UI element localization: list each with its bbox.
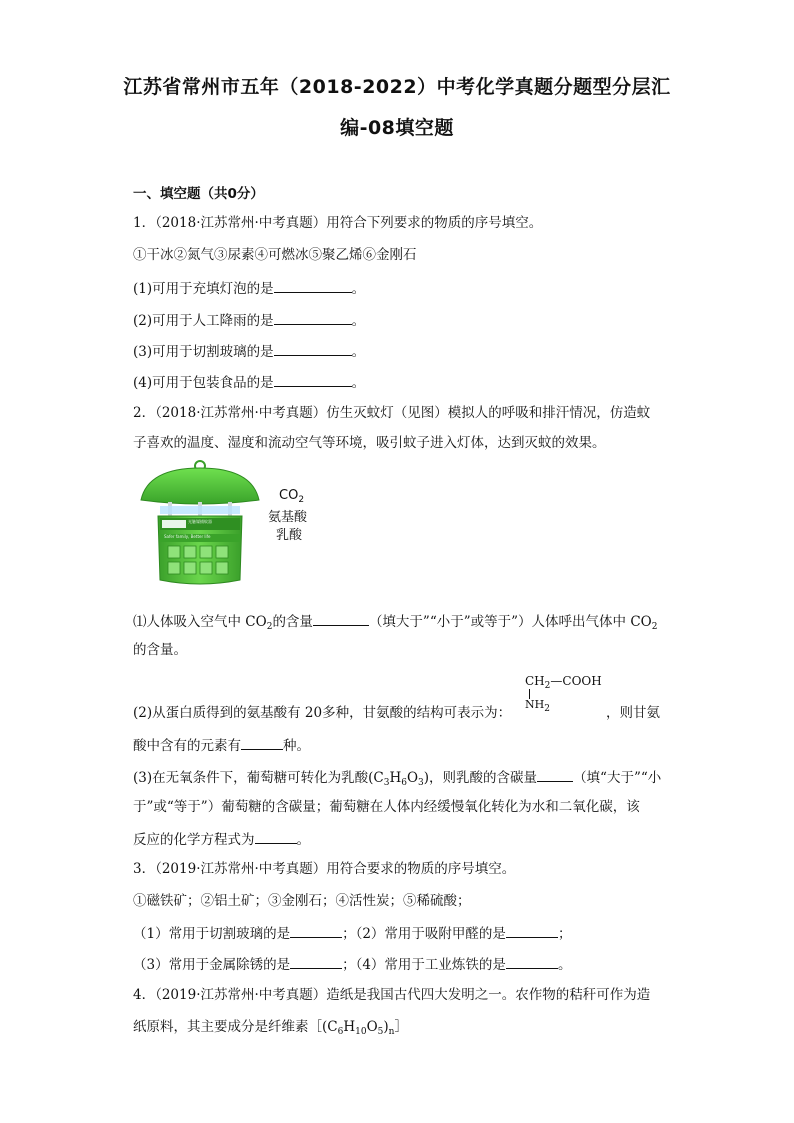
section-heading: 一、填空题（共0分） xyxy=(133,186,264,202)
q2-p2-end: 种。 xyxy=(283,738,310,754)
q3-blank-1[interactable] xyxy=(290,923,342,938)
q1-s3-text: (3)可用于切割玻璃的是 xyxy=(133,344,274,360)
q3-blank-2[interactable] xyxy=(506,923,558,938)
q2-part-3-line-2: 于”或“等于”）葡萄糖的含碳量；葡萄糖在人体内经缓慢氧化转化为水和二氧化碳，该 xyxy=(133,799,640,815)
glycine-ch: CH xyxy=(525,674,545,688)
q3-options: ①磁铁矿；②铝土矿；③金刚石；④活性炭；⑤稀硫酸； xyxy=(133,893,471,909)
lactic-h: H xyxy=(389,770,402,786)
q1-s4-blank[interactable] xyxy=(274,372,352,387)
q3-blank-3[interactable] xyxy=(290,954,342,969)
q2-p3-text-c: （填“大于”“小 xyxy=(573,770,662,786)
q4-text-b: ］ xyxy=(394,1019,408,1035)
figure-label-co2-text: CO xyxy=(279,488,299,503)
mosquito-lamp-figure xyxy=(138,460,263,590)
q2-p3-blank-1[interactable] xyxy=(537,767,573,782)
figure-label-co2-sub: 2 xyxy=(298,495,305,505)
glycine-nh-sub: 2 xyxy=(544,704,550,714)
lamp-tagline: Safer family, Better life xyxy=(164,534,211,539)
q3-r1-end: ； xyxy=(557,926,572,942)
q1-s2-text: (2)可用于人工降雨的是 xyxy=(133,313,274,329)
q3-r1-text-a: （1）常用于切割玻璃的是 xyxy=(133,926,291,942)
q1-options: ①干冰②氮气③尿素④可燃冰⑤聚乙烯⑥金刚石 xyxy=(133,247,417,263)
q3-r2-text-b: ；（4）常用于工业炼铁的是 xyxy=(342,957,506,973)
q4-stem-line-2 xyxy=(133,1018,408,1041)
cellulose-o: O xyxy=(366,1019,378,1035)
figure-label-lactic-acid: 乳酸 xyxy=(276,528,303,543)
q1-s1-text: (1)可用于充填灯泡的是 xyxy=(133,281,274,297)
q1-s1-end: 。 xyxy=(351,281,366,297)
q2-p3-blank-2[interactable] xyxy=(255,829,297,844)
glycine-structure-bottom xyxy=(525,698,550,714)
q1-s2-blank[interactable] xyxy=(274,310,352,325)
q2-stem-line-2: 子喜欢的温度、湿度和流动空气等环境，吸引蚊子进入灯体，达到灭蚊的效果。 xyxy=(133,435,606,451)
q2-p1-text-b: 的含量 xyxy=(272,614,313,630)
q2-p1-co2-sub-a: 2 xyxy=(266,622,273,632)
lactic-c-sub: 3 xyxy=(383,778,390,788)
q3-r2-text-a: （3）常用于金属除锈的是 xyxy=(133,957,291,973)
q2-p3-text-e: 反应的化学方程式为 xyxy=(133,832,255,848)
q1-s2-end: 。 xyxy=(351,313,366,329)
q3-stem: 3．（2019·江苏常州·中考真题）用符合要求的物质的序号填空。 xyxy=(133,861,516,877)
lactic-h-sub: 6 xyxy=(401,778,407,788)
q3-row-2 xyxy=(133,954,571,974)
glycine-nh: NH xyxy=(525,698,545,711)
q3-row-1 xyxy=(133,923,571,943)
q2-stem-line-1: 2．（2018·江苏常州·中考真题）仿生灭蚊灯（见图）模拟人的呼吸和排汗情况，仿造蚊 xyxy=(133,405,651,421)
glycine-ch-sub: 2 xyxy=(544,681,551,691)
q1-s3-end: 。 xyxy=(351,344,366,360)
q1-subquestion-4 xyxy=(133,372,365,392)
q2-p2-text: 酸中含有的元素有 xyxy=(133,738,241,754)
cellulose-h-sub: 10 xyxy=(355,1027,367,1037)
q3-r2-end: 。 xyxy=(557,957,572,973)
q2-part-2-line-1: (2)从蛋白质得到的氨基酸有 20多种，甘氨酸的结构可表示为： xyxy=(133,705,512,721)
cellulose-paren: ) xyxy=(383,1019,389,1035)
q2-part-2-line-2 xyxy=(133,735,310,755)
q2-part-3-line-1 xyxy=(133,767,661,792)
glycine-structure-top xyxy=(525,674,602,691)
figure-label-amino-acid: 氨基酸 xyxy=(268,510,308,525)
q2-p1-blank[interactable] xyxy=(313,611,369,626)
glycine-cooh: —COOH xyxy=(550,674,602,688)
q2-part-1-line-2: 的含量。 xyxy=(133,642,187,658)
q2-p3-text-b: )，则乳酸的含碳量 xyxy=(423,770,538,786)
document-title-line-1: 江苏省常州市五年（2018-2022）中考化学真题分题型分层汇 xyxy=(123,76,671,98)
q2-part-2-line-1-end: ，则甘氨 xyxy=(606,705,660,721)
cellulose-h: H xyxy=(343,1019,356,1035)
q2-p1-text-c: （填大于”“小于”或等于”）人体呼出气体中 CO xyxy=(368,614,652,630)
q1-s3-blank[interactable] xyxy=(274,341,352,356)
cellulose-o-sub: 5 xyxy=(377,1027,384,1037)
lactic-o-sub: 3 xyxy=(418,778,424,788)
cellulose-n-sub: n xyxy=(388,1027,395,1037)
document-title-line-2: 编-08填空题 xyxy=(340,117,454,139)
mosquito-lamp-illustration xyxy=(138,460,263,590)
figure-label-co2 xyxy=(279,488,304,505)
q2-part-3-line-3 xyxy=(133,829,310,849)
q2-p1-co2-sub-c: 2 xyxy=(651,622,658,632)
q3-r1-text-b: ；（2）常用于吸附甲醛的是 xyxy=(342,926,506,942)
q1-s4-end: 。 xyxy=(351,375,366,391)
q1-subquestion-1 xyxy=(133,278,365,298)
q2-p3-text-a: (3)在无氧条件下，葡萄糖可转化为乳酸(C xyxy=(133,770,384,786)
q2-part-1-line-1 xyxy=(133,611,657,636)
lamp-brand-label: 光触媒捕蚊器 xyxy=(188,519,212,524)
q1-s4-text: (4)可用于包装食品的是 xyxy=(133,375,274,391)
q4-text-a: 纸原料，其主要成分是纤维素［(C xyxy=(133,1019,338,1035)
q4-stem-line-1: 4．（2019·江苏常州·中考真题）造纸是我国古代四大发明之一。农作物的秸秆可作为造 xyxy=(133,987,651,1003)
q1-stem: 1．（2018·江苏常州·中考真题）用符合下列要求的物质的序号填空。 xyxy=(133,215,543,231)
q2-p2-blank[interactable] xyxy=(241,735,283,750)
lactic-o: O xyxy=(406,770,419,786)
q2-p1-text-a: ⑴人体吸入空气中 CO xyxy=(133,614,267,630)
cellulose-c-sub: 6 xyxy=(337,1027,344,1037)
q1-subquestion-2 xyxy=(133,310,365,330)
q2-p3-end: 。 xyxy=(296,832,310,848)
q3-blank-4[interactable] xyxy=(506,954,558,969)
q1-subquestion-3 xyxy=(133,341,365,361)
q1-s1-blank[interactable] xyxy=(274,278,352,293)
